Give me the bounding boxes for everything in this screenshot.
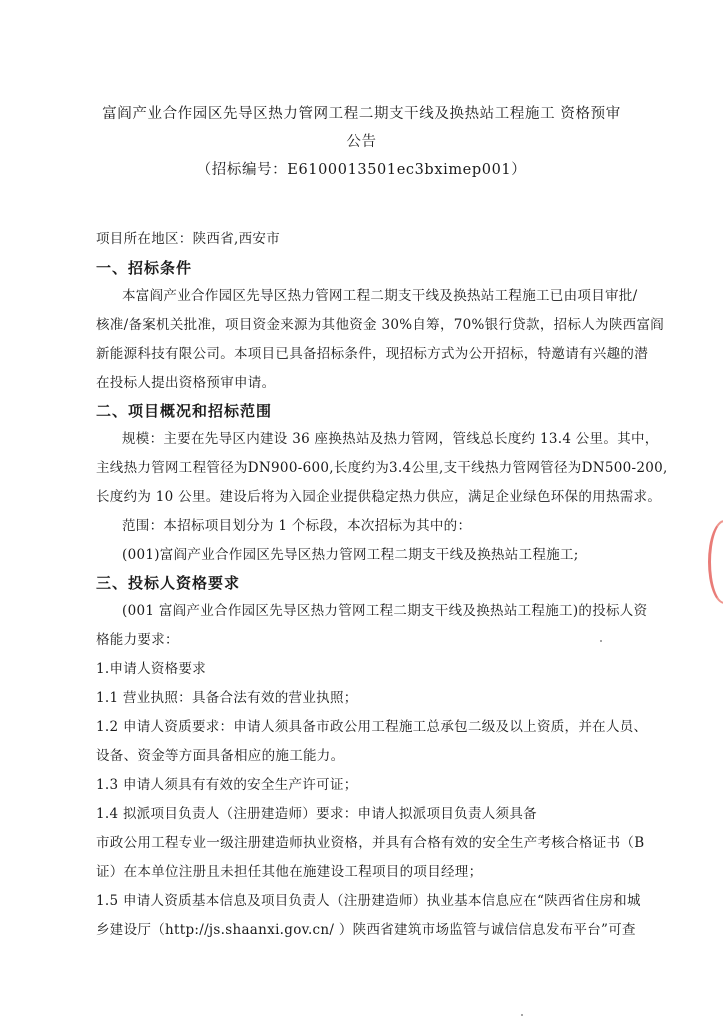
requirement-item: 乡建设厅（http://js.shaanxi.gov.cn/ ）陕西省建筑市场监管与诚信信息发布平台”可查	[96, 922, 636, 938]
requirement-item: 1.5 申请人资质基本信息及项目负责人（注册建造师）执业基本信息应在“陕西省住房和城	[96, 893, 641, 909]
requirement-item: 1.3 申请人须具有有效的安全生产许可证；	[96, 777, 358, 793]
paragraph-line: 范围：本招标项目划分为 1 个标段，本次招标为其中的：	[122, 518, 472, 534]
project-region: 项目所在地区：陕西省,西安市	[96, 231, 280, 247]
bid-number: （招标编号：E6100013501ec3bximep001）	[196, 162, 527, 178]
requirement-item: 1.4 拟派项目负责人（注册建造师）要求：申请人拟派项目负责人须具备	[96, 806, 537, 822]
section-heading-bidding-conditions: 一、招标条件	[96, 259, 193, 277]
paragraph-line: 格能力要求：	[96, 632, 179, 648]
section-heading-bidder-qualification: 三、投标人资格要求	[96, 574, 241, 592]
document-title-line2: 公告	[346, 134, 377, 150]
requirement-item: 设备、资金等方面具备相应的施工能力。	[96, 748, 345, 764]
scan-speck	[521, 1014, 523, 1016]
scan-speck	[600, 640, 602, 642]
paragraph-line: 长度约为 10 公里。建设后将为入园企业提供稳定热力供应，满足企业绿色环保的用热需求。	[96, 489, 662, 505]
requirement-item: 1.1 营业执照：具备合法有效的营业执照；	[96, 690, 358, 706]
paragraph-line: 核准/备案机关批准，项目资金来源为其他资金 30%自筹，70%银行贷款，招标人为陕西富阎	[96, 317, 665, 333]
section-heading-project-overview: 二、项目概况和招标范围	[96, 402, 273, 420]
requirement-item: 1.申请人资格要求	[96, 661, 207, 677]
paragraph-line: (001 富阎产业合作园区先导区热力管网工程二期支干线及换热站工程施工)的投标人资	[122, 603, 648, 619]
paragraph-line: 规模：主要在先导区内建设 36 座换热站及热力管网，管线总长度约 13.4 公里。其中，	[122, 431, 659, 447]
paragraph-line: 主线热力管网工程管径为DN900-600,长度约为3.4公里,支干线热力管网管径为DN500-200,	[96, 460, 668, 476]
paragraph-line: 在投标人提出资格预审申请。	[96, 375, 276, 391]
paragraph-line: (001)富阎产业合作园区先导区热力管网工程二期支干线及换热站工程施工;	[122, 547, 579, 563]
requirement-item: 证）在本单位注册且未担任其他在施建设工程项目的项目经理；	[96, 864, 483, 880]
paragraph-line: 本富阎产业合作园区先导区热力管网工程二期支干线及换热站工程施工已由项目审批/	[122, 288, 638, 304]
requirement-item: 1.2 申请人资质要求：申请人须具备市政公用工程施工总承包二级及以上资质，并在人员、	[96, 719, 648, 735]
seal-stamp	[708, 520, 723, 604]
paragraph-line: 新能源科技有限公司。本项目已具备招标条件，现招标方式为公开招标，特邀请有兴趣的潜	[96, 346, 648, 362]
document-title-line1: 富阎产业合作园区先导区热力管网工程二期支干线及换热站工程施工 资格预审	[102, 106, 621, 122]
requirement-item: 市政公用工程专业一级注册建造师执业资格，并具有合格有效的安全生产考核合格证书（B	[96, 835, 645, 851]
